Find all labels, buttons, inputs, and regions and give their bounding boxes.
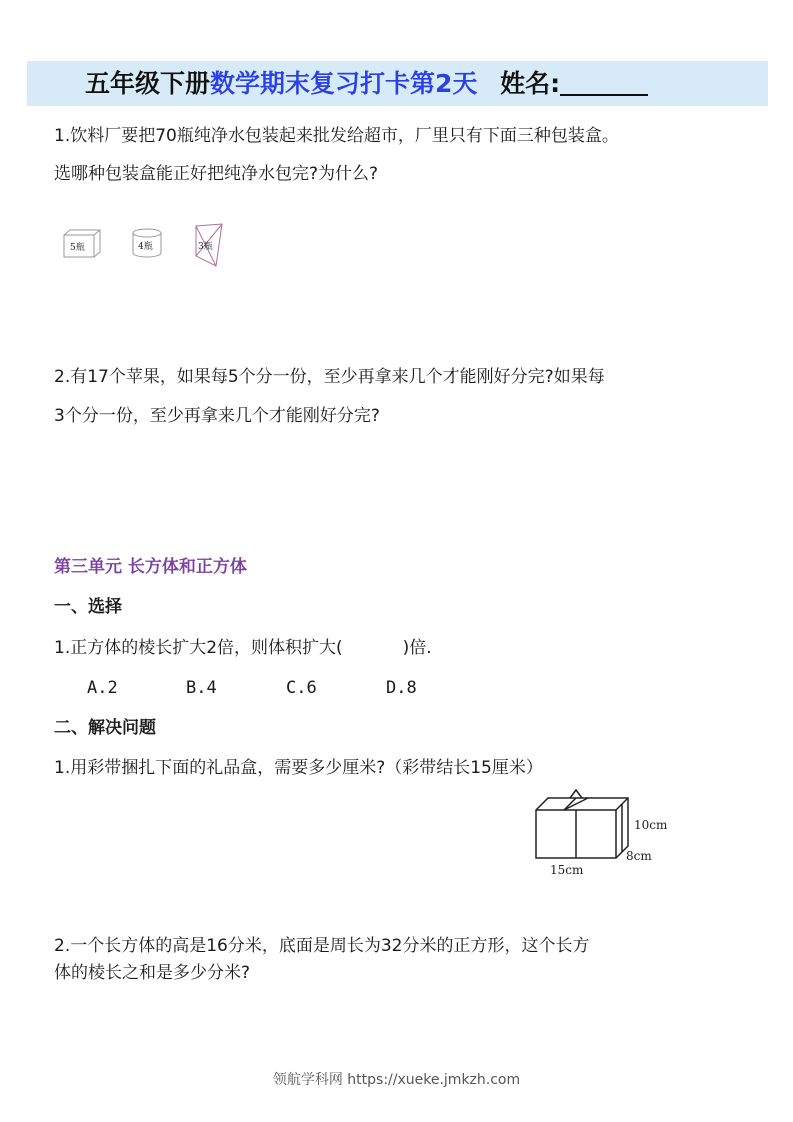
section-choice: 一、选择 [54,597,122,617]
gift-height-label: 10cm [634,818,668,832]
cube-box-icon [62,227,102,259]
solve-q2-line1: 2.一个长方体的高是16分米，底面是周长为32分米的正方形，这个长方 [54,936,590,956]
gift-box-diagram [520,794,690,880]
option-d[interactable]: D.8 [386,678,417,698]
section-solve: 二、解决问题 [54,718,156,738]
option-a[interactable]: A.2 [87,678,118,698]
gift-width-label: 8cm [626,849,652,863]
choice-question [54,636,432,660]
footer-watermark: 领航学科网 https://xueke.jmkzh.com [272,1072,521,1088]
page-title [85,66,648,102]
prism-box-icon [194,222,226,268]
q2-line2: 3个分一份，至少再拿来几个才能刚好分完? [54,406,380,426]
gift-length-label: 15cm [550,863,584,877]
q1-line1: 1.饮料厂要把70瓶纯净水包装起来批发给超市，厂里只有下面三种包装盒。 [54,126,619,146]
solve-q1: 1.用彩带捆扎下面的礼品盒，需要多少厘米?（彩带结长15厘米） [54,758,543,778]
option-c[interactable]: C.6 [286,678,317,698]
name-blank[interactable] [560,68,648,96]
option-b[interactable]: B.4 [186,678,217,698]
solve-q2-line2: 体的棱长之和是多少分米? [54,963,251,983]
q1-line2: 选哪种包装盒能正好把纯净水包完?为什么? [54,164,379,184]
choice-question-end: )倍. [402,638,432,658]
choice-question-text: 1.正方体的棱长扩大2倍，则体积扩大( [54,638,343,658]
q2-line1: 2.有17个苹果，如果每5个分一份，至少再拿来几个才能刚好分完?如果每 [54,367,605,387]
cylinder-box-icon [130,227,164,259]
name-label: 姓名: [500,69,561,98]
title-topic: 数学期末复习打卡第2天 [210,69,478,98]
box-label-4: 4瓶 [138,242,153,252]
title-grade: 五年级下册 [85,69,211,98]
unit-title: 第三单元 长方体和正方体 [54,557,247,577]
box-label-5: 5瓶 [70,243,85,253]
box-label-3: 3瓶 [198,242,213,252]
